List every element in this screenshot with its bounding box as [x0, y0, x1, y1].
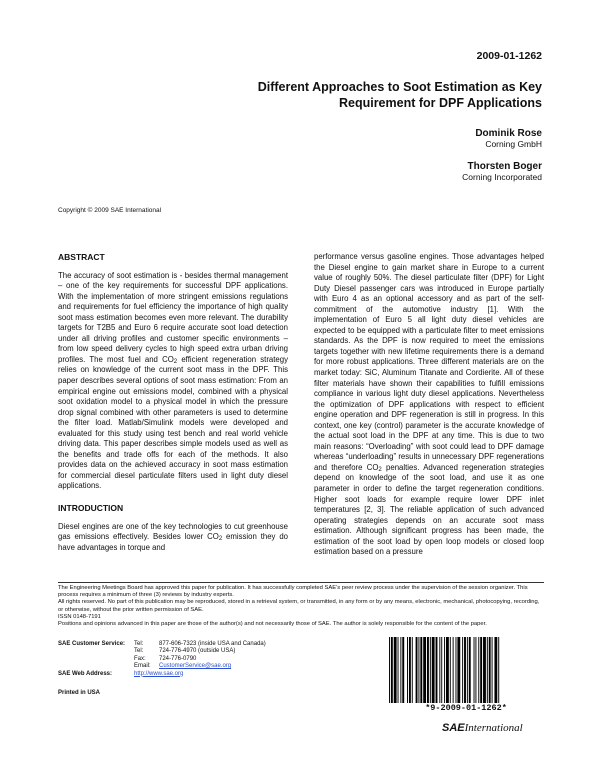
barcode-bar: [441, 637, 442, 703]
barcode-bar: [439, 637, 440, 703]
author-block-2: [330, 161, 542, 182]
barcode-bar: [394, 637, 397, 703]
barcode-bar: [391, 637, 393, 703]
author-affiliation: Corning GmbH: [485, 139, 542, 149]
barcode-bar: [446, 637, 449, 703]
barcode-bar: [475, 637, 476, 703]
barcode-bar: [409, 637, 411, 703]
barcode-bar: [430, 637, 431, 703]
barcode-bar: [427, 637, 429, 703]
barcode-bar: [420, 637, 422, 703]
author-affiliation: Corning Incorporated: [462, 172, 542, 182]
rights-notice: All rights reserved. No part of this publication may be reproduced, stored in a retrieval system, or transmitted, in any form or by any means, electronic, mechanical, photocopying, recording, or otherwise, without the prior written permission of SAE.: [58, 599, 540, 613]
barcode-bar: [418, 637, 419, 703]
barcode-bar: [423, 637, 426, 703]
title-line-1: Different Approaches to Soot Estimation as Key: [257, 80, 542, 94]
web-address-label: SAE Web Address:: [58, 670, 113, 677]
printed-in: Printed in USA: [58, 690, 101, 696]
left-column: [58, 252, 288, 553]
review-notice: The Engineering Meetings Board has approved this paper for publication. It has successfully completed SAE’s peer review process under the supervision of the session organizer. This process requires a minimum of three (3) reviews by industry experts.: [58, 585, 528, 599]
issn: ISSN 0148-7191: [58, 613, 101, 620]
barcode-bar: [469, 637, 471, 703]
abstract-heading: ABSTRACT: [58, 252, 105, 262]
barcode-bar: [498, 637, 499, 703]
barcode-bar: [412, 637, 413, 703]
web-link[interactable]: http://www.sae.org: [134, 670, 184, 677]
barcode-bar: [483, 637, 486, 703]
author-name: Thorsten Boger: [467, 161, 542, 172]
introduction-continued-paragraph: performance versus gasoline engines. Those advantages helped the Diesel engine to gain market share in Europe to a current value of roughly 50%. The diesel particulate filter (DPF) for Light Duty Diesel passenger cars was introduced in Europe partially with Euro 4 as an optional accessory and as part of the self-commitment of the automotive industry [1]. With the implementation of Euro 5 all light duty diesel vehicles are expected to be equipped with a particulate filter to meet emissions standards. As the DPF is now required to meet the emissions targets together with new lifetime requirements there is a demand for more robust applications. Three different materials are on the market today: SiC, Aluminum Titanate and Cordierite. All of these filter materials have shown their capabilities to fulfill emissions compliance in various light duty diesel applications. Nevertheless the optimization of DPF applications with respect to efficient engine operation and DPF regeneration is still in progress. In this context, one key (control) parameter is the accurate knowledge of the actual soot load in the DPF at any time. This is due to two main reasons: “Overloading” with soot could lead to DPF damage whereas “underloading” results in unnecessary DPF regenerations and therefore $CO_2$ penalties. Advanced regeneration strategies depend on knowledge of the soot load, and use it as one parameter in order to define the target regeneration conditions. Higher soot loads for example require lower DPF inlet temperatures [2, 3]. The reliable application of such advanced operating strategies depends on an accurate soot mass estimation. Although significant progress has been made, the estimation of the soot load by open loop models or closed loop estimation based on a pressure: [314, 252, 544, 557]
barcode-bar: [389, 637, 390, 703]
barcode-bar: [450, 637, 451, 703]
barcode-bar: [492, 637, 493, 703]
barcode-bar: [487, 637, 488, 703]
barcode-bar: [478, 637, 479, 703]
right-column: [314, 252, 544, 558]
fax: 724-776-0790: [159, 655, 197, 662]
contact-block: SAE Customer Service: Tel: 877-606-7323 (inside USA and Canada) Tel: 724-776-4970 (outside USA) Fax: 724-776-0790 Email: CustomerService@sae.org SAE Web Address: http://www.sae.org: [58, 641, 318, 678]
phone-2: 724-776-4970 (outside USA): [159, 648, 236, 655]
title-line-2: Requirement for DPF Applications: [338, 96, 542, 110]
barcode-bar: [398, 637, 399, 703]
barcode-bar: [457, 637, 460, 703]
barcode-text: *9-2009-01-1262*: [425, 703, 507, 713]
abstract-paragraph: The accuracy of soot estimation is - besides thermal management – one of the key requirements for successful DPF applications. With the implementation of more stringent emissions regulations and requirements for fuel efficiency the importance of high quality soot mass estimation becomes even more relevant. The durability targets for T2B5 and Euro 6 require accurate soot load detection under all driving profiles and customer specific environments – from low speed delivery cycles to high speed extra urban driving profiles. The most fuel and $CO_2$ efficient regeneration strategy relies on knowledge of the current soot mass in the DPF. This paper describes several options of soot mass estimation: From an empirical engine out emissions model, combined with a physical soot oxidation model to a physical model in which the pressure drop signal combined with other parameters is used to determine the filter load. Matlab/Simulink models were developed and evaluated for this study using test bench and real world vehicle driving data. This paper describes simple models used as well as the benefits and trade offs for each of the methods. It also provides data on the achieved accuracy in soot mass estimation for commercial diesel particulate filters used in light duty diesel applications.: [58, 270, 288, 491]
barcode-bar: [462, 637, 463, 703]
footer-divider: [58, 582, 544, 583]
barcode-bar: [464, 637, 466, 703]
disclaimer: Positions and opinions advanced in this paper are those of the author(s) and not necessarily those of SAE. The author is solely responsible for the content of the paper.: [58, 621, 487, 628]
barcode-bar: [453, 637, 454, 703]
barcode: [388, 637, 544, 705]
introduction-paragraph: Diesel engines are one of the key technologies to cut greenhouse gas emissions effectively. Besides lower $CO_2$ emission they do have advantages in torque and: [58, 521, 288, 552]
barcode-bar: [489, 637, 491, 703]
copyright-notice: Copyright © 2009 SAE International: [58, 207, 162, 214]
barcode-bar: [432, 637, 435, 703]
barcode-bar: [456, 637, 457, 703]
sae-international-logo: SAEInternational: [442, 722, 523, 734]
barcode-bar: [407, 637, 408, 703]
paper-number: 2009-01-1262: [476, 50, 542, 62]
barcode-bar: [436, 637, 438, 703]
introduction-heading: INTRODUCTION: [58, 503, 124, 514]
author-name: Dominik Rose: [475, 128, 542, 139]
email-link[interactable]: CustomerService@sae.org: [159, 663, 232, 670]
barcode-bar: [444, 637, 445, 703]
barcode-bar: [474, 637, 475, 703]
barcode-bar: [467, 637, 468, 703]
barcode-bar: [402, 637, 404, 703]
author-block-1: [330, 128, 542, 149]
phone-1: 877-606-7323 (inside USA and Canada): [159, 641, 266, 647]
barcode-bar: [480, 637, 482, 703]
barcode-bar: [416, 637, 418, 703]
footer-notice: [58, 585, 544, 628]
paper-title: [230, 79, 542, 111]
barcode-bar: [494, 637, 497, 703]
barcode-bar: [400, 637, 401, 703]
customer-service-label: SAE Customer Service:: [58, 641, 126, 647]
